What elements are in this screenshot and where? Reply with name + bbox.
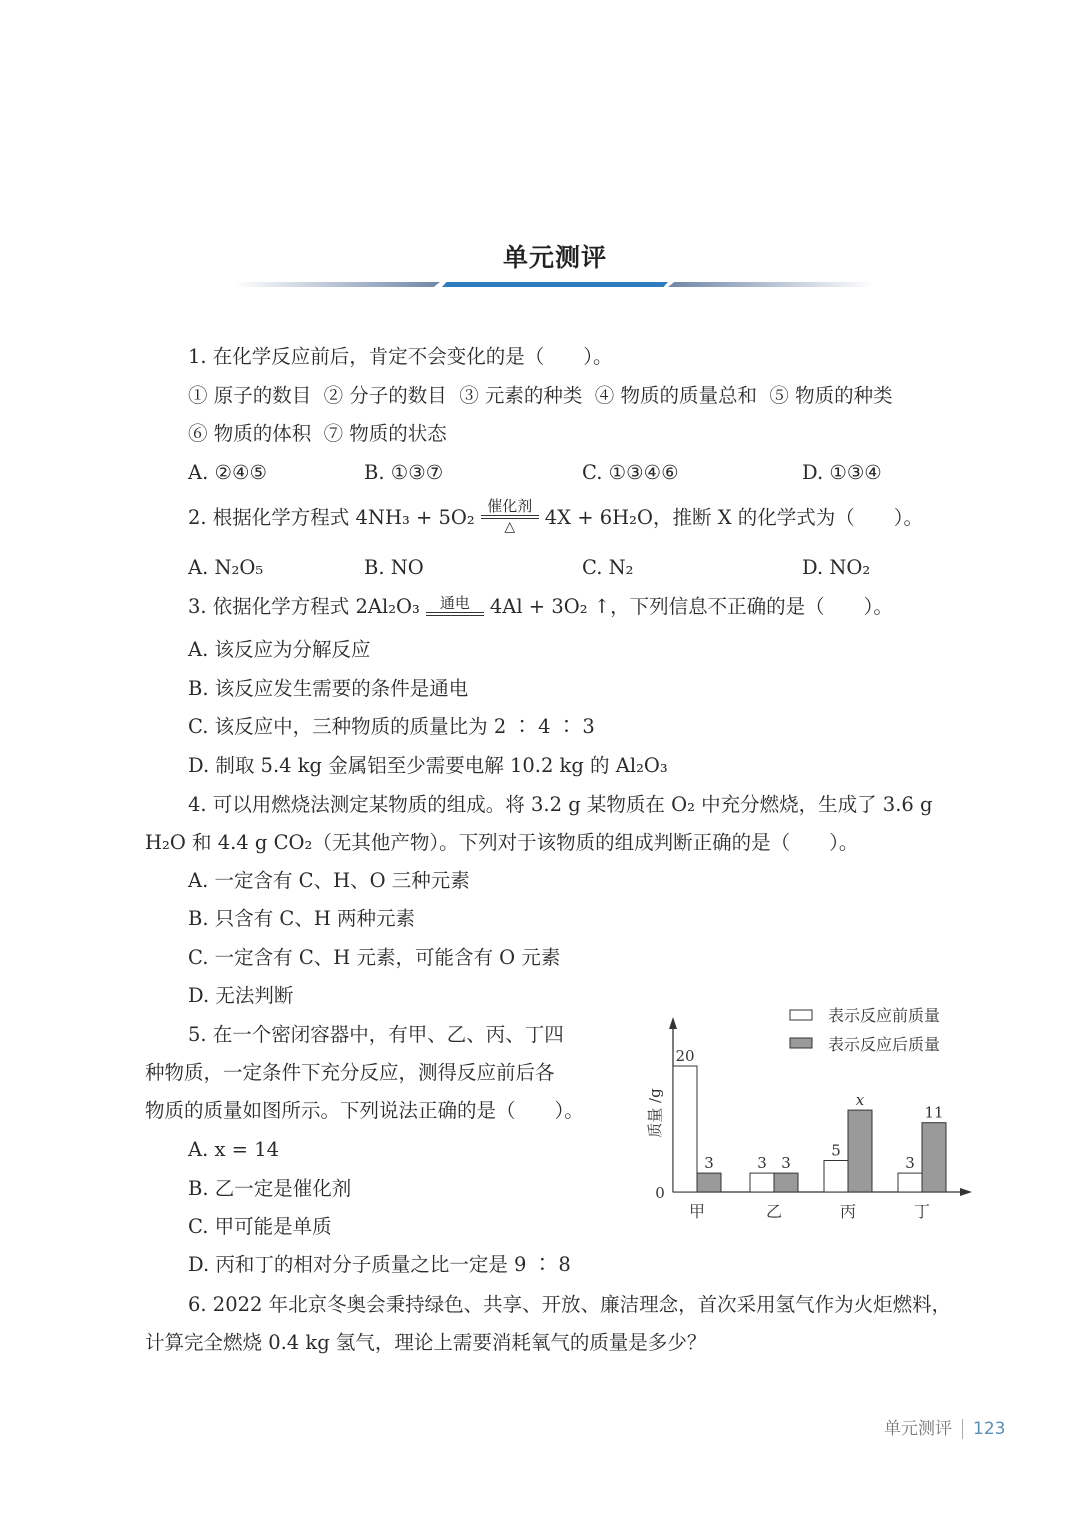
- origin-label: 0: [655, 1184, 665, 1202]
- condition-catalyst: 催化剂: [487, 497, 533, 515]
- q3-option-a: A. 该反应为分解反应: [188, 638, 371, 661]
- category-label: 丁: [913, 1202, 931, 1221]
- bar-value-label: 3: [905, 1154, 915, 1173]
- q1-option-a: A. ②④⑤: [188, 461, 267, 484]
- bar-after: [848, 1110, 872, 1192]
- bar-before: [898, 1173, 922, 1192]
- bar-after: [774, 1173, 798, 1192]
- category-label: 甲: [688, 1202, 706, 1221]
- q3-stem-after: 4Al + 3O₂ ↑，下列信息不正确的是（ ）。: [489, 595, 893, 618]
- footer-divider: [962, 1419, 963, 1439]
- q3-stem: [188, 594, 893, 620]
- condition-heat: △: [504, 519, 516, 535]
- q6-stem-line2: 计算完全燃烧 0.4 kg 氢气，理论上需要消耗氧气的质量是多少？: [145, 1331, 707, 1354]
- bar-value-label: 3: [781, 1154, 791, 1173]
- bar-value-label: 11: [924, 1103, 944, 1122]
- reaction-condition: [426, 595, 484, 616]
- equals-sign: [426, 612, 484, 616]
- page-title: 单元测评: [502, 243, 607, 272]
- q5-stem-line1: 5. 在一个密闭容器中，有甲、乙、丙、丁四: [188, 1023, 564, 1046]
- bar-before: [824, 1161, 848, 1193]
- q5-option-a: A. x = 14: [188, 1138, 280, 1161]
- q3-option-c: C. 该反应中，三种物质的质量比为 2 ∶ 4 ∶ 3: [188, 715, 595, 738]
- q5-option-c: C. 甲可能是单质: [188, 1215, 332, 1238]
- bar-after: [922, 1123, 946, 1192]
- bar-value-label: 5: [831, 1141, 841, 1160]
- q4-stem-line2: H₂O 和 4.4 g CO₂（无其他产物）。下列对于该物质的组成判断正确的是（ ）。: [145, 831, 859, 854]
- bar-value-label: 3: [704, 1154, 714, 1173]
- q4-stem-line1: 4. 可以用燃烧法测定某物质的组成。将 3.2 g 某物质在 O₂ 中充分燃烧，生成了 3.6 g: [188, 793, 933, 816]
- y-axis-label: 质量 /g: [646, 1088, 664, 1138]
- legend-swatch-after: [790, 1038, 812, 1048]
- q4-option-d: D. 无法判断: [188, 984, 294, 1007]
- bar-before: [750, 1173, 774, 1192]
- q1-items-line2: ⑥ 物质的体积 ⑦ 物质的状态: [188, 422, 447, 445]
- q2-option-a: A. N₂O₅: [188, 556, 264, 579]
- mass-bar-chart: [640, 995, 980, 1225]
- title-divider-left: [235, 282, 440, 287]
- q1-items-line1: ① 原子的数目 ② 分子的数目 ③ 元素的种类 ④ 物质的质量总和 ⑤ 物质的种类: [188, 384, 893, 407]
- reaction-condition: [481, 498, 539, 535]
- q2-option-c: C. N₂: [582, 556, 634, 579]
- page-footer: [884, 1414, 1005, 1439]
- q1-option-d: D. ①③④: [802, 461, 882, 484]
- q3-option-d: D. 制取 5.4 kg 金属铝至少需要电解 10.2 kg 的 Al₂O₃: [188, 754, 668, 777]
- q2-option-b: B. NO: [364, 556, 424, 579]
- condition-electricity: 通电: [439, 594, 470, 612]
- q1-stem: 1. 在化学反应前后，肯定不会变化的是（ ）。: [188, 345, 613, 368]
- q1-option-c: C. ①③④⑥: [582, 461, 679, 484]
- q5-option-d: D. 丙和丁的相对分子质量之比一定是 9 ∶ 8: [188, 1253, 571, 1276]
- q5-option-b: B. 乙一定是催化剂: [188, 1177, 352, 1200]
- q5-stem-line2: 种物质，一定条件下充分反应，测得反应前后各: [145, 1061, 555, 1084]
- q2-stem: [188, 497, 924, 537]
- category-label: 丙: [839, 1202, 857, 1221]
- q6-stem-line1: 6. 2022 年北京冬奥会秉持绿色、共享、开放、廉洁理念，首次采用氢气作为火炬燃料，: [188, 1293, 952, 1316]
- q4-option-a: A. 一定含有 C、H、O 三种元素: [188, 869, 470, 892]
- bar-value-label: 20: [675, 1047, 695, 1065]
- page-number: 123: [973, 1419, 1006, 1439]
- title-divider-right: [668, 282, 873, 287]
- bar-before: [673, 1066, 697, 1192]
- bar-value-label: 3: [757, 1154, 767, 1173]
- q4-option-b: B. 只含有 C、H 两种元素: [188, 907, 416, 930]
- footer-section: 单元测评: [884, 1419, 952, 1439]
- legend-label-before: 表示反应前质量: [828, 1006, 941, 1025]
- category-label: 乙: [765, 1202, 783, 1221]
- q2-stem-before: 2. 根据化学方程式 4NH₃ + 5O₂: [188, 506, 475, 529]
- bar-value-label: x: [855, 1091, 865, 1110]
- q4-option-c: C. 一定含有 C、H 元素，可能含有 O 元素: [188, 946, 561, 969]
- q3-stem-before: 3. 依据化学方程式 2Al₂O₃: [188, 595, 420, 618]
- q3-option-b: B. 该反应发生需要的条件是通电: [188, 677, 469, 700]
- legend-swatch-before: [790, 1010, 812, 1020]
- title-divider-center: [442, 282, 668, 287]
- q2-stem-after: 4X + 6H₂O，推断 X 的化学式为（ ）。: [544, 506, 924, 529]
- q5-stem-line3: 物质的质量如图所示。下列说法正确的是（ ）。: [145, 1099, 584, 1122]
- legend-label-after: 表示反应后质量: [828, 1035, 941, 1054]
- bar-after: [697, 1173, 721, 1192]
- x-axis-arrow: [960, 1188, 972, 1196]
- q2-option-d: D. NO₂: [802, 556, 871, 579]
- q1-option-b: B. ①③⑦: [364, 461, 444, 484]
- y-axis-arrow: [669, 1017, 677, 1029]
